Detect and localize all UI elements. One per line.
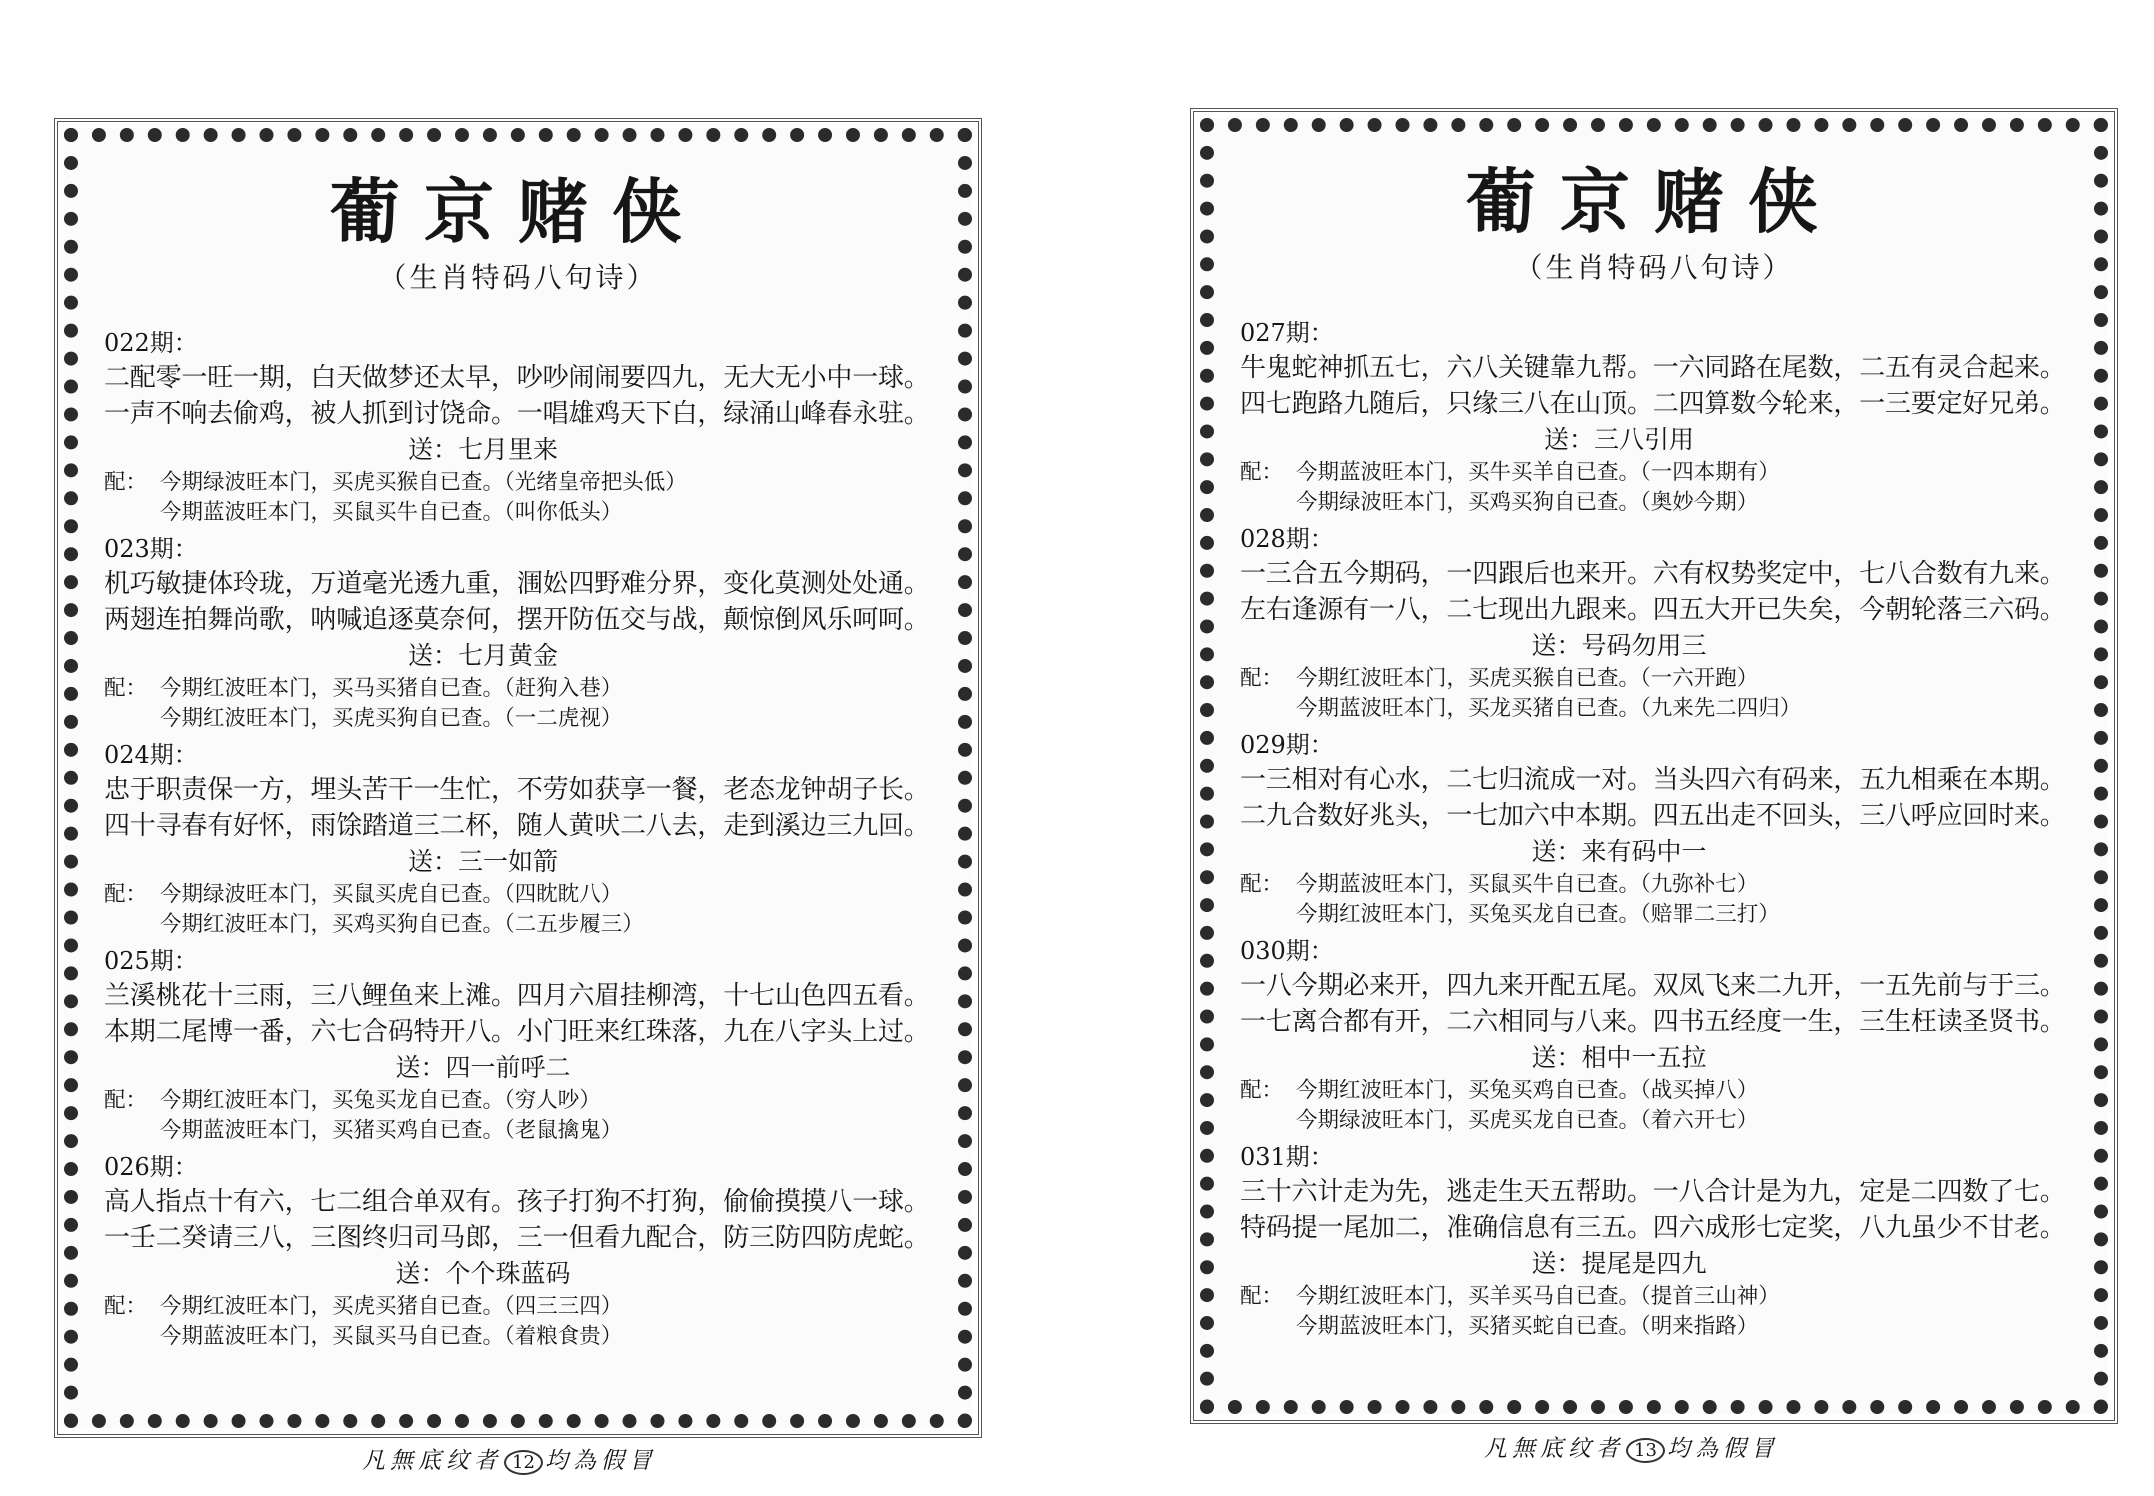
pei-line bbox=[1240, 664, 2068, 694]
send-line: 送：七月黄金 bbox=[407, 641, 558, 670]
issue-block bbox=[1214, 522, 2094, 724]
pei-label: 配： bbox=[104, 1088, 148, 1113]
pei-label: 配： bbox=[104, 676, 148, 701]
pei-line-2: 今期红波旺本门，买虎买狗自已查。（一二虎视） bbox=[160, 706, 623, 731]
pei-text: 今期红波旺本门，买兔买龙自已查。（穷人吵） bbox=[160, 1088, 601, 1113]
pei-label: 配： bbox=[1240, 1284, 1284, 1309]
page-subtitle: （生肖特码八句诗） bbox=[1514, 251, 1794, 284]
pei-line-2: 今期蓝波旺本门，买龙买猪自已查。（九来先二四归） bbox=[1296, 696, 1802, 721]
issue-number: 025期： bbox=[104, 947, 198, 975]
pei-line bbox=[104, 674, 932, 704]
issue-number: 022期： bbox=[104, 329, 198, 357]
footer-text: 均為假冒 bbox=[544, 1448, 657, 1474]
issue-block bbox=[78, 944, 958, 1146]
pei-label: 配： bbox=[1240, 1078, 1284, 1103]
send-line: 送：四一前呼二 bbox=[395, 1053, 571, 1082]
pei-line bbox=[1240, 1076, 2068, 1106]
issue-block bbox=[78, 738, 958, 940]
left-page bbox=[64, 128, 972, 1428]
pei-line bbox=[104, 1086, 932, 1116]
pei-label: 配： bbox=[104, 1294, 148, 1319]
pei-line-2: 今期红波旺本门，买兔买龙自已查。（赔罪二三打） bbox=[1296, 902, 1780, 927]
page-footer bbox=[362, 1442, 657, 1475]
poem-line: 一八今期必来开，四九来开配五尾。双凤飞来二九开，一五先前与于三。 bbox=[1240, 971, 2066, 1001]
issue-number: 027期： bbox=[1240, 319, 1334, 347]
poem-line: 牛鬼蛇神抓五七，六八关键靠九帮。一六同路在尾数，二五有灵合起来。 bbox=[1240, 353, 2066, 383]
poem-line: 本期二尾博一番，六七合码特开八。小门旺来红珠落，九在八字头上过。 bbox=[104, 1017, 930, 1047]
pei-line bbox=[104, 1292, 932, 1322]
pei-line bbox=[104, 468, 932, 498]
send-line: 送：三一如箭 bbox=[407, 847, 558, 876]
pei-label: 配： bbox=[1240, 666, 1284, 691]
page-subtitle: （生肖特码八句诗） bbox=[378, 261, 658, 294]
poem-line: 三十六计走为先，逃走生天五帮助。一八合计是为九，定是二四数了七。 bbox=[1240, 1177, 2066, 1207]
pei-text: 今期红波旺本门，买虎买猴自已查。（一六开跑） bbox=[1296, 666, 1759, 691]
send-line: 送：号码勿用三 bbox=[1531, 631, 1707, 660]
issue-number: 030期： bbox=[1240, 937, 1334, 965]
right-page bbox=[1200, 118, 2108, 1414]
pei-line-2: 今期红波旺本门，买鸡买狗自已查。（二五步履三） bbox=[160, 912, 644, 937]
poem-line: 左右逢源有一八，二七现出九跟来。四五大开已失矣，今朝轮落三六码。 bbox=[1240, 595, 2066, 625]
page-title: 葡京赌侠 bbox=[1466, 160, 1842, 243]
pei-text: 今期红波旺本门，买兔买鸡自已查。（战买掉八） bbox=[1296, 1078, 1759, 1103]
pei-text: 今期蓝波旺本门，买牛买羊自已查。（一四本期有） bbox=[1296, 460, 1780, 485]
poem-line: 四十寻春有好怀，雨馀踏道三二杯，随人黄吠二八去，走到溪边三九回。 bbox=[104, 811, 930, 841]
send-line: 送：七月里来 bbox=[407, 435, 558, 464]
page-number: 13 bbox=[1626, 1438, 1665, 1463]
pei-line-2: 今期蓝波旺本门，买猪买鸡自已查。（老鼠擒鬼） bbox=[160, 1118, 623, 1143]
poem-line: 忠于职责保一方，埋头苦干一生忙，不劳如获享一餐，老态龙钟胡子长。 bbox=[104, 775, 930, 805]
send-line: 送：三八引用 bbox=[1543, 425, 1694, 454]
page-title: 葡京赌侠 bbox=[330, 170, 706, 253]
poem-line: 高人指点十有六，七二组合单双有。孩子打狗不打狗，偷偷摸摸八一球。 bbox=[104, 1187, 930, 1217]
pei-text: 今期红波旺本门，买羊买马自已查。（提首三山神） bbox=[1296, 1284, 1780, 1309]
pei-label: 配： bbox=[104, 882, 148, 907]
send-line: 送：个个珠蓝码 bbox=[395, 1259, 571, 1288]
pei-label: 配： bbox=[1240, 460, 1284, 485]
footer-text: 均為假冒 bbox=[1666, 1436, 1779, 1462]
poem-line: 兰溪桃花十三雨，三八鲤鱼来上滩。四月六眉挂柳湾，十七山色四五看。 bbox=[104, 981, 930, 1011]
pei-line-2: 今期蓝波旺本门，买鼠买牛自已查。（叫你低头） bbox=[160, 500, 623, 525]
issue-block bbox=[1214, 316, 2094, 518]
pei-text: 今期红波旺本门，买虎买猪自已查。（四三三四） bbox=[160, 1294, 623, 1319]
pei-line bbox=[1240, 458, 2068, 488]
footer-text: 凡無底纹者 bbox=[1484, 1436, 1624, 1462]
pei-line-2: 今期绿波旺本门，买虎买龙自已查。（着六开七） bbox=[1296, 1108, 1759, 1133]
poem-line: 两翅连拍舞尚歌，呐喊追逐莫奈何，摆开防伍交与战，颠惊倒风乐呵呵。 bbox=[104, 605, 930, 635]
poem-line: 四七跑路九随后，只缘三八在山顶。二四算数今轮来，一三要定好兄弟。 bbox=[1240, 389, 2066, 419]
send-line: 送：相中一五拉 bbox=[1531, 1043, 1707, 1072]
footer-text: 凡無底纹者 bbox=[362, 1448, 502, 1474]
pei-line bbox=[104, 880, 932, 910]
page-footer bbox=[1484, 1430, 1779, 1463]
issue-number: 024期： bbox=[104, 741, 198, 769]
poem-line: 一三合五今期码，一四跟后也来开。六有权势奖定中，七八合数有九来。 bbox=[1240, 559, 2066, 589]
issue-block bbox=[78, 532, 958, 734]
page-number: 12 bbox=[504, 1450, 543, 1475]
issue-number: 023期： bbox=[104, 535, 198, 563]
pei-label: 配： bbox=[1240, 872, 1284, 897]
issue-block bbox=[1214, 728, 2094, 930]
pei-line-2: 今期绿波旺本门，买鸡买狗自已查。（奥妙今期） bbox=[1296, 490, 1759, 515]
pei-label: 配： bbox=[104, 470, 148, 495]
issue-number: 031期： bbox=[1240, 1143, 1334, 1171]
issue-block bbox=[78, 326, 958, 528]
poem-line: 一壬二癸请三八，三图终归司马郎，三一但看九配合，防三防四防虎蛇。 bbox=[104, 1223, 930, 1253]
issue-block bbox=[78, 1150, 958, 1352]
pei-text: 今期蓝波旺本门，买鼠买牛自已查。（九弥补七） bbox=[1296, 872, 1759, 897]
poem-line: 二配零一旺一期，白天做梦还太早，吵吵闹闹要四九，无大无小中一球。 bbox=[104, 363, 930, 393]
issue-block bbox=[1214, 934, 2094, 1136]
pei-line-2: 今期蓝波旺本门，买鼠买马自已查。（着粮食贵） bbox=[160, 1324, 623, 1349]
poem-line: 二九合数好兆头，一七加六中本期。四五出走不回头，三八呼应回时来。 bbox=[1240, 801, 2066, 831]
pei-text: 今期红波旺本门，买马买猪自已查。（赶狗入巷） bbox=[160, 676, 623, 701]
issue-block bbox=[1214, 1140, 2094, 1342]
send-line: 送：提尾是四九 bbox=[1531, 1249, 1707, 1278]
pei-text: 今期绿波旺本门，买虎买猴自已查。（光绪皇帝把头低） bbox=[160, 470, 687, 495]
issue-number: 028期： bbox=[1240, 525, 1334, 553]
pei-line bbox=[1240, 1282, 2068, 1312]
poem-line: 一七离合都有开，二六相同与八来。四书五经度一生，三生枉读圣贤书。 bbox=[1240, 1007, 2066, 1037]
poem-line: 特码提一尾加二，准确信息有三五。四六成形七定奖，八九虽少不甘老。 bbox=[1240, 1213, 2066, 1243]
send-line: 送：来有码中一 bbox=[1531, 837, 1707, 866]
issue-number: 029期： bbox=[1240, 731, 1334, 759]
poem-line: 一声不响去偷鸡，被人抓到讨饶命。一唱雄鸡天下白，绿涌山峰春永驻。 bbox=[104, 399, 930, 429]
pei-line bbox=[1240, 870, 2068, 900]
poem-line: 机巧敏捷体玲珑，万道毫光透九重，涠妐四野难分界，变化莫测处处通。 bbox=[104, 569, 930, 599]
pei-line-2: 今期蓝波旺本门，买猪买蛇自已查。（明来指路） bbox=[1296, 1314, 1759, 1339]
poem-line: 一三相对有心水，二七归流成一对。当头四六有码来，五九相乘在本期。 bbox=[1240, 765, 2066, 795]
pei-text: 今期绿波旺本门，买鼠买虎自已查。（四眈眈八） bbox=[160, 882, 623, 907]
issue-number: 026期： bbox=[104, 1153, 198, 1181]
